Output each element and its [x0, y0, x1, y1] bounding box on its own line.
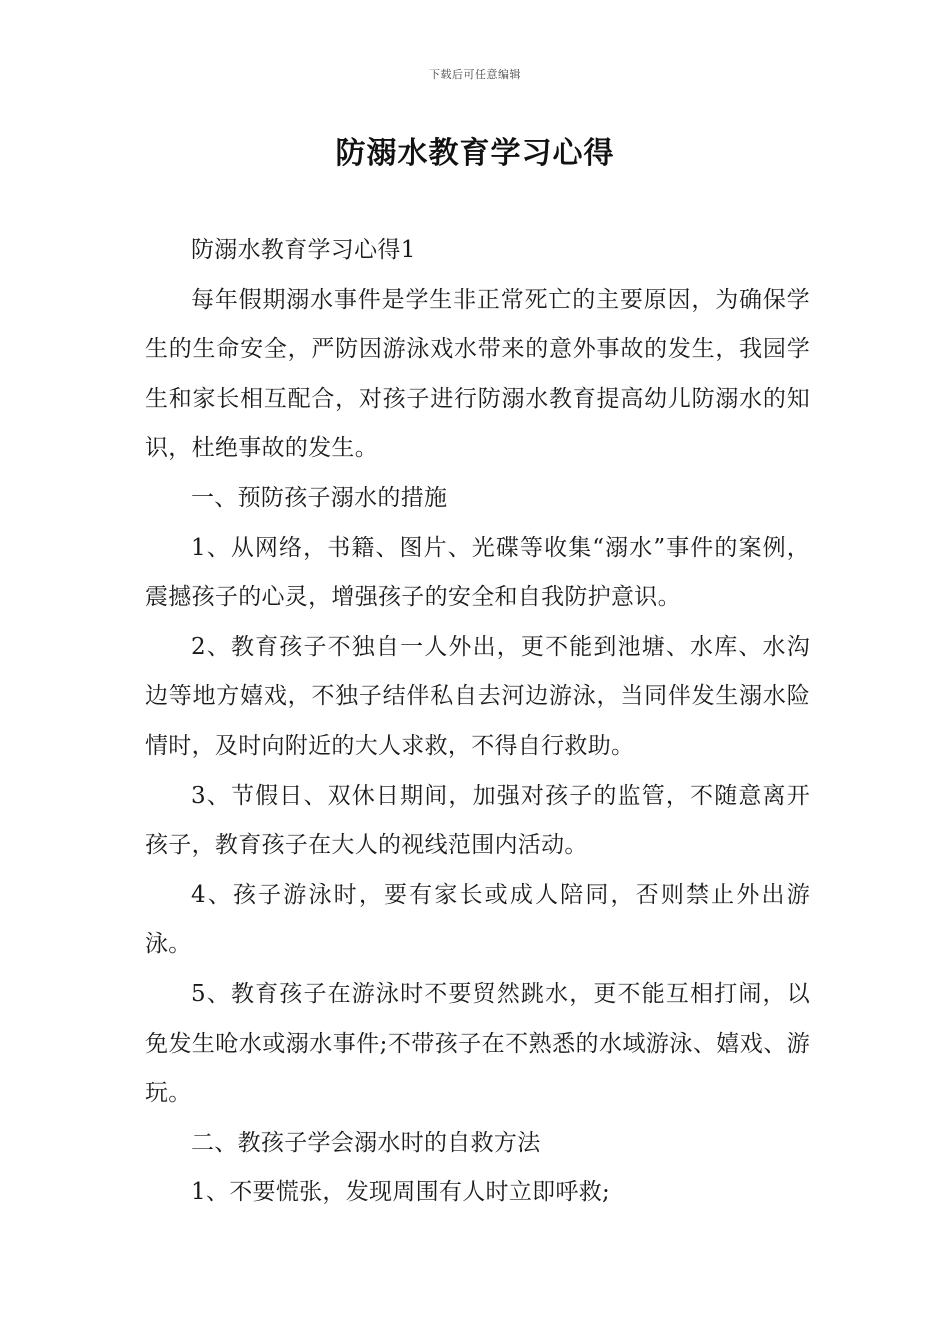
document-title: 防溺水教育学习心得 [335, 136, 615, 171]
section-heading-self-rescue: 二、教孩子学会溺水时的自救方法 [191, 1129, 541, 1156]
section-heading-prevention: 一、预防孩子溺水的措施 [191, 484, 448, 511]
subtitle-paragraph: 防溺水教育学习心得1 [191, 237, 416, 263]
document-body [145, 226, 810, 1218]
intro-paragraph: 每年假期溺水事件是学生非正常死亡的主要原因，为确保学生的生命安全，严防因游泳戏水带来的意外事故的发生，我园学生和家长相互配合，对孩子进行防溺水教育提高幼儿防溺水的知识，杜绝事故的发生。 [145, 286, 810, 462]
prevention-item-2: 2、教育孩子不独自一人外出，更不能到池塘、水库、水沟边等地方嬉戏，不独子结伴私自去河边游泳，当同伴发生溺水险情时，及时向附近的大人求救，不得自行救助。 [145, 633, 810, 759]
prevention-item-5: 5、教育孩子在游泳时不要贸然跳水，更不能互相打闹，以免发生呛水或溺水事件;不带孩子在不熟悉的水域游泳、嬉戏、游玩。 [145, 980, 810, 1107]
prevention-item-3: 3、节假日、双休日期间，加强对孩子的监管，不随意离开孩子，教育孩子在大人的视线范围内活动。 [145, 782, 810, 859]
header-note: 下载后可任意编辑 [429, 68, 521, 81]
self-rescue-item-1: 1、不要慌张，发现周围有人时立即呼救; [191, 1179, 611, 1206]
prevention-item-1: 1、从网络，书籍、图片、光碟等收集“溺水”事件的案例，震撼孩子的心灵，增强孩子的安全和自我防护意识。 [145, 534, 810, 611]
prevention-item-4: 4、孩子游泳时，要有家长或成人陪同，否则禁止外出游泳。 [145, 881, 810, 958]
